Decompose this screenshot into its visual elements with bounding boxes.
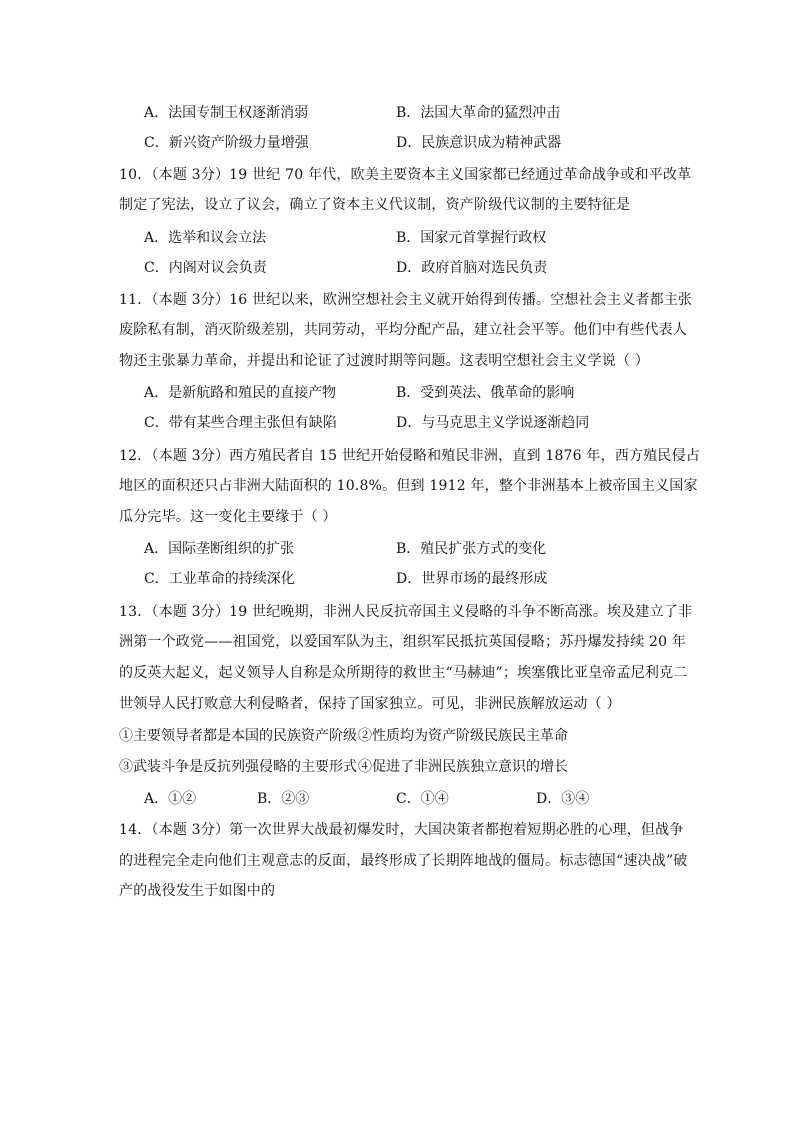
q11-text-line-2: 废除私有制，消灭阶级差别，共同劳动，平均分配产品，建立社会平等。他们中有些代表人 (119, 322, 687, 338)
q11-option-a: A．是新航路和殖民的直接产物 (144, 385, 337, 401)
q13-text-line-1: 13．（本题 3分）19 世纪晚期，非洲人民反抗帝国主义侵略的斗争不断高涨。埃及建立了非 (119, 604, 693, 620)
q10-text-line-1: 10．（本题 3分）19 世纪 70 年代，欧美主要资本主义国家都已经通过革命战争或和平改革 (119, 167, 692, 183)
q12-option-a: A．国际垄断组织的扩张 (144, 541, 295, 557)
q11-option-d: D．与马克思主义学说逐渐趋同 (396, 415, 590, 431)
q11-option-b: B．受到英法、俄革命的影响 (396, 385, 575, 401)
q11-text-line-3: 物还主张暴力革命，并提出和论证了过渡时期等问题。这表明空想社会主义学说（ ） (119, 353, 650, 369)
q13-option-b: B．②③ (257, 791, 310, 807)
q10-text-line-2: 制定了宪法，设立了议会，确立了资本主义代议制，资产阶级代议制的主要特征是 (119, 197, 631, 213)
q12-text-line-2: 地区的面积还只占非洲大陆面积的 10.8%。但到 1912 年，整个非洲基本上被帝国主义国家 (119, 478, 698, 494)
q12-text-line-1: 12．（本题 3分）西方殖民者自 15 世纪开始侵略和殖民非洲，直到 1876 年，西方殖民侵占 (119, 448, 701, 464)
q9-option-b: B．法国大革命的猛烈冲击 (396, 105, 561, 121)
q13-option-a: A．①② (144, 791, 197, 807)
q13-text-line-4: 世领导人民打败意大利侵略者，保持了国家独立。可见，非洲民族解放运动（ ） (119, 696, 621, 712)
q9-option-a: A．法国专制王权逐渐消弱 (144, 105, 309, 121)
q12-option-d: D．世界市场的最终形成 (396, 571, 548, 587)
q14-text-line-2: 的进程完全走向他们主观意志的反面，最终形成了长期阵地战的僵局。标志德国“速决战”破 (119, 853, 688, 869)
q9-option-d: D．民族意识成为精神武器 (396, 135, 562, 151)
q12-text-line-3: 瓜分完毕。这一变化主要缘于（ ） (119, 509, 337, 525)
q13-option-c: C．①④ (396, 791, 449, 807)
q11-text-line-1: 11．（本题 3分）16 世纪以来，欧洲空想社会主义就开始得到传播。空想社会主义者都主张 (119, 292, 693, 308)
q13-statement-4: ④促进了非洲民族独立意识的增长 (358, 759, 568, 775)
q13-statement-2: ②性质均为资产阶级民族民主革命 (358, 728, 568, 744)
q10-option-a: A．选举和议会立法 (144, 230, 267, 246)
q13-text-line-2: 洲第一个政党——祖国党，以爱国军队为主，组织军民抵抗英国侵略；苏丹爆发持续 20 年 (119, 634, 687, 650)
q10-option-d: D．政府首脑对选民负责 (396, 260, 548, 276)
q14-text-line-1: 14．（本题 3分）第一次世界大战最初爆发时，大国决策者都抱着短期必胜的心理，但战争 (119, 822, 684, 838)
q11-option-c: C．带有某些合理主张但有缺陷 (144, 415, 337, 431)
q13-text-line-3: 的反英大起义，起义领导人自称是众所期待的救世主“马赫迪”；埃塞俄比亚皇帝孟尼利克二 (119, 665, 688, 681)
q10-option-c: C．内阁对议会负责 (144, 260, 267, 276)
q12-option-b: B．殖民扩张方式的变化 (396, 541, 547, 557)
q14-text-line-3: 产的战役发生于如图中的 (119, 883, 276, 899)
q13-statement-1: ①主要领导者都是本国的民族资产阶级 (119, 728, 357, 744)
q13-option-d: D．③④ (536, 791, 590, 807)
q10-option-b: B．国家元首掌握行政权 (396, 230, 547, 246)
q12-option-c: C．工业革命的持续深化 (144, 571, 295, 587)
q13-statement-3: ③武装斗争是反抗列强侵略的主要形式 (119, 759, 357, 775)
q9-option-c: C．新兴资产阶级力量增强 (144, 135, 309, 151)
